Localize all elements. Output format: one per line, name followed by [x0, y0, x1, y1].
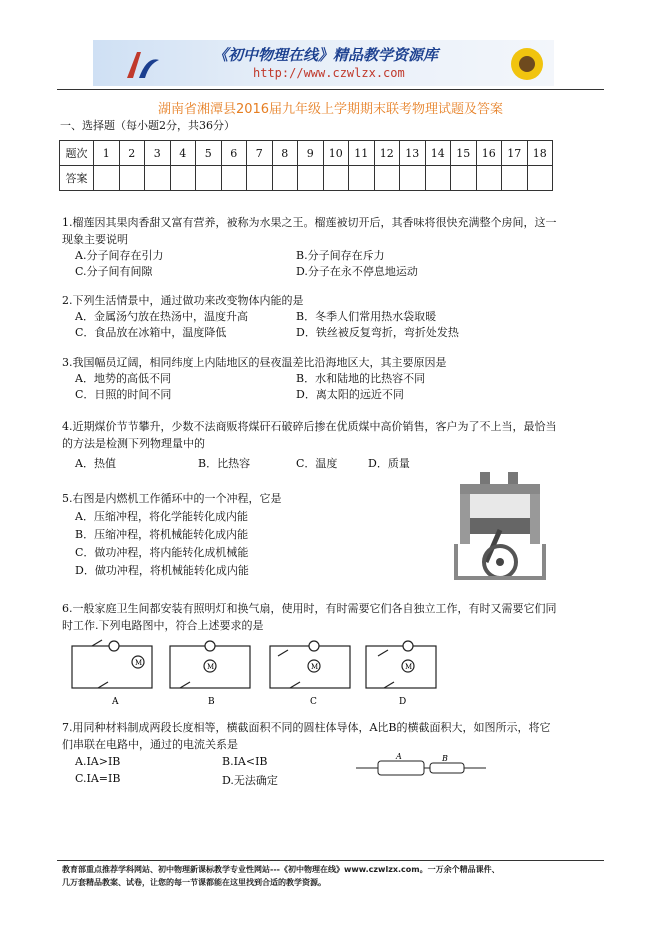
question-number-cell: 3	[145, 141, 171, 166]
q2-option-c: C．食品放在冰箱中，温度降低	[75, 326, 227, 339]
question-number-cell: 13	[400, 141, 426, 166]
q1-option-c: C.分子间有间隙	[75, 265, 153, 278]
answer-cell[interactable]	[247, 166, 273, 191]
q4-option-c: C．温度	[296, 457, 338, 470]
answer-cell[interactable]	[400, 166, 426, 191]
q2-option-a: A．金属汤勺放在热汤中，温度升高	[75, 310, 248, 323]
answer-cell[interactable]	[298, 166, 324, 191]
question-number-cell: 15	[451, 141, 477, 166]
motor-symbol: M	[405, 663, 413, 671]
row-label-answer: 答案	[60, 166, 94, 191]
footer-rule	[57, 860, 604, 861]
question-number-cell: 5	[196, 141, 222, 166]
site-banner	[93, 40, 554, 86]
answer-cell[interactable]	[527, 166, 553, 191]
answer-cell[interactable]	[196, 166, 222, 191]
question-number-cell: 18	[527, 141, 553, 166]
q7-stem-cont: 们串联在电路中，通过的电流关系是	[62, 738, 238, 751]
footer-line-1: 教育部重点推荐学科网站、初中物理新课标教学专业性网站---《初中物理在线》www.czwlzx.com。一万余个精品课件、	[62, 865, 500, 874]
conductor-label-a: A	[396, 752, 402, 761]
question-number-cell: 17	[502, 141, 528, 166]
q7-option-d: D.无法确定	[222, 774, 278, 787]
q4-option-a: A．热值	[75, 457, 116, 470]
circuit-label-b: B	[208, 697, 215, 707]
q1-option-b: B.分子间存在斥力	[296, 249, 385, 262]
answer-cell[interactable]	[221, 166, 247, 191]
q7-option-b: B.IA<IB	[222, 755, 268, 768]
q5-stem: 5.右图是内燃机工作循环中的一个冲程，它是	[62, 492, 282, 505]
answer-table	[59, 140, 553, 191]
question-number-cell: 9	[298, 141, 324, 166]
q5-option-d: D．做功冲程，将机械能转化成内能	[75, 564, 249, 577]
conductor-figure	[356, 752, 486, 780]
q6-stem-cont: 时工作.下列电路图中，符合上述要求的是	[62, 619, 264, 632]
engine-cylinder-figure	[450, 470, 552, 582]
motor-symbol: M	[207, 663, 215, 671]
answer-cell[interactable]	[476, 166, 502, 191]
question-number-cell: 8	[272, 141, 298, 166]
q7-option-a: A.IA>IB	[75, 755, 121, 768]
q3-option-a: A．地势的高低不同	[75, 372, 171, 385]
q1-stem: 1.榴莲因其果肉香甜又富有营养，被称为水果之王。榴莲被切开后，其香味将很快充满整个房间，这一	[62, 216, 557, 229]
q7-stem: 7.用同种材料制成两段长度相等，横截面积不同的圆柱体导体，A比B的横截面积大，如图所示，将它	[62, 721, 551, 734]
answer-cell[interactable]	[145, 166, 171, 191]
question-number-cell: 16	[476, 141, 502, 166]
question-number-cell: 6	[221, 141, 247, 166]
answer-cell[interactable]	[272, 166, 298, 191]
question-number-cell: 1	[94, 141, 120, 166]
circuit-label-c: C	[310, 697, 317, 707]
q2-option-b: B．冬季人们常用热水袋取暖	[296, 310, 437, 323]
q7-option-c: C.IA=IB	[75, 772, 121, 785]
q5-option-c: C．做功冲程，将内能转化成机械能	[75, 546, 249, 559]
question-number-cell: 10	[323, 141, 349, 166]
q6-stem: 6.一般家庭卫生间都安装有照明灯和换气扇，使用时，有时需要它们各自独立工作，有时又需要它们同	[62, 602, 557, 615]
answer-cell[interactable]	[170, 166, 196, 191]
conductor-label-b: B	[442, 754, 448, 763]
answer-cell[interactable]	[374, 166, 400, 191]
answer-cell[interactable]	[119, 166, 145, 191]
q1-option-d: D.分子在永不停息地运动	[296, 265, 418, 278]
answer-cell[interactable]	[425, 166, 451, 191]
circuit-label-a: A	[112, 697, 119, 707]
section-heading: 一、选择题（每小题2分，共36分）	[60, 119, 235, 132]
q4-stem: 4.近期煤价节节攀升，少数不法商贩将煤矸石破碎后掺在优质煤中高价销售，客户为了不上当，最恰当	[62, 420, 557, 433]
answer-cell[interactable]	[94, 166, 120, 191]
q2-option-d: D．铁丝被反复弯折，弯折处发热	[296, 326, 459, 339]
site-logo-icon	[123, 46, 163, 82]
answer-cell[interactable]	[502, 166, 528, 191]
motor-symbol: M	[135, 659, 143, 667]
banner-title: 《初中物理在线》精品教学资源库	[213, 46, 439, 64]
answer-cell[interactable]	[323, 166, 349, 191]
q5-option-a: A．压缩冲程，将化学能转化成内能	[75, 510, 248, 523]
circuit-label-d: D	[399, 697, 407, 707]
q3-option-d: D．离太阳的远近不同	[296, 388, 404, 401]
footer-line-2: 几万套精品教案、试卷，让您的每一节课都能在这里找到合适的教学资源。	[62, 878, 326, 887]
q3-option-b: B．水和陆地的比热容不同	[296, 372, 426, 385]
answer-cell[interactable]	[451, 166, 477, 191]
q3-stem: 3.我国幅员辽阔，相同纬度上内陆地区的昼夜温差比沿海地区大，其主要原因是	[62, 356, 447, 369]
q4-option-b: B．比热容	[198, 457, 251, 470]
motor-symbol: M	[311, 663, 319, 671]
q1-stem-cont: 现象主要说明	[62, 233, 128, 246]
answer-cell[interactable]	[349, 166, 375, 191]
q4-option-d: D．质量	[368, 457, 410, 470]
question-number-cell: 2	[119, 141, 145, 166]
header-rule	[57, 89, 604, 90]
banner-url: http://www.czwlzx.com	[253, 66, 405, 80]
question-number-cell: 14	[425, 141, 451, 166]
table-row	[60, 166, 553, 191]
question-number-cell: 11	[349, 141, 375, 166]
question-number-cell: 7	[247, 141, 273, 166]
q3-option-c: C．日照的时间不同	[75, 388, 172, 401]
circuit-diagrams	[68, 636, 438, 708]
q1-option-a: A.分子间存在引力	[75, 249, 164, 262]
q4-stem-cont: 的方法是检测下列物理量中的	[62, 437, 205, 450]
q2-stem: 2.下列生活情景中，通过做功来改变物体内能的是	[62, 294, 304, 307]
question-number-cell: 12	[374, 141, 400, 166]
table-row	[60, 141, 553, 166]
q5-option-b: B．压缩冲程，将机械能转化成内能	[75, 528, 249, 541]
sunflower-icon	[503, 42, 551, 86]
row-label-number: 题次	[60, 141, 94, 166]
document-title: 湖南省湘潭县2016届九年级上学期期末联考物理试题及答案	[157, 102, 504, 117]
question-number-cell: 4	[170, 141, 196, 166]
